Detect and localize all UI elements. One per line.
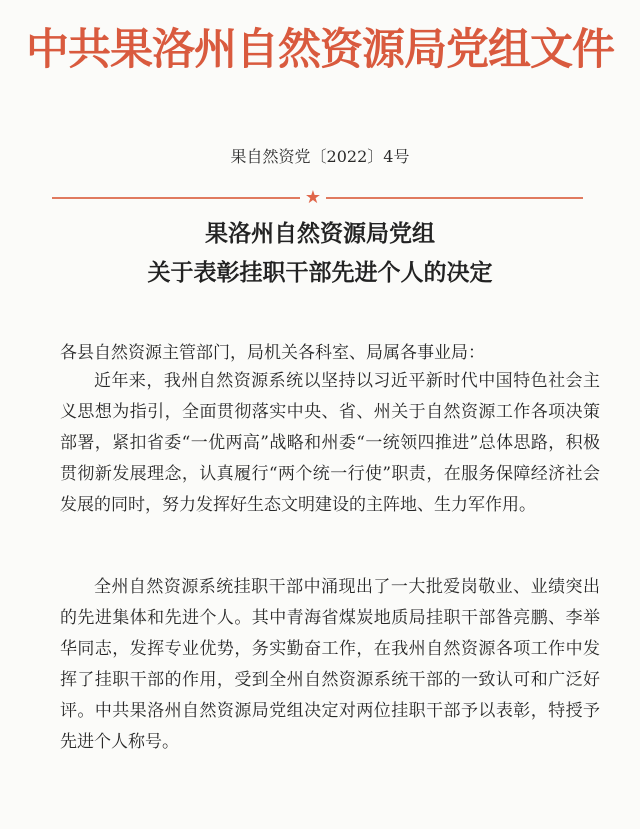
star-icon: ★ [304, 187, 322, 208]
body-paragraph-2: 全州自然资源系统挂职干部中涌现出了一大批爱岗敬业、业绩突出的先进集体和先进个人。其中青海省煤炭地质局挂职干部昝亮鹏、李举华同志，发挥专业优势，务实勤奋工作，在我州自然资源各项工作中发挥了挂职干部的作用，受到全州自然资源系统干部的一致认可和广泛好评。中共果洛州自然资源局党组决定对两位挂职干部予以表彰，特授予先进个人称号。 [60, 577, 600, 752]
document-title-line-2: 关于表彰挂职干部先进个人的决定 [147, 260, 493, 286]
salutation: 各县自然资源主管部门，局机关各科室、局属各事业局： [60, 343, 485, 363]
document-title-line-1: 果洛州自然资源局党组 [205, 221, 435, 247]
red-divider-right [326, 197, 583, 199]
body-paragraph-1: 近年来，我州自然资源系统以坚持以习近平新时代中国特色社会主义思想为指引，全面贯彻落实中央、省、州关于自然资源工作各项决策部署，紧扣省委“一优两高”战略和州委“一统领四推进”总体思路，积极贯彻新发展理念，认真履行“两个统一行使”职责，在服务保障经济社会发展的同时，努力发挥好生态文明建设的主阵地、生力军作用。 [60, 371, 600, 515]
red-divider-left [52, 197, 300, 199]
document-number: 果自然资党〔2022〕4号 [230, 147, 410, 166]
document-masthead: 中共果洛州自然资源局党组文件 [26, 25, 614, 75]
